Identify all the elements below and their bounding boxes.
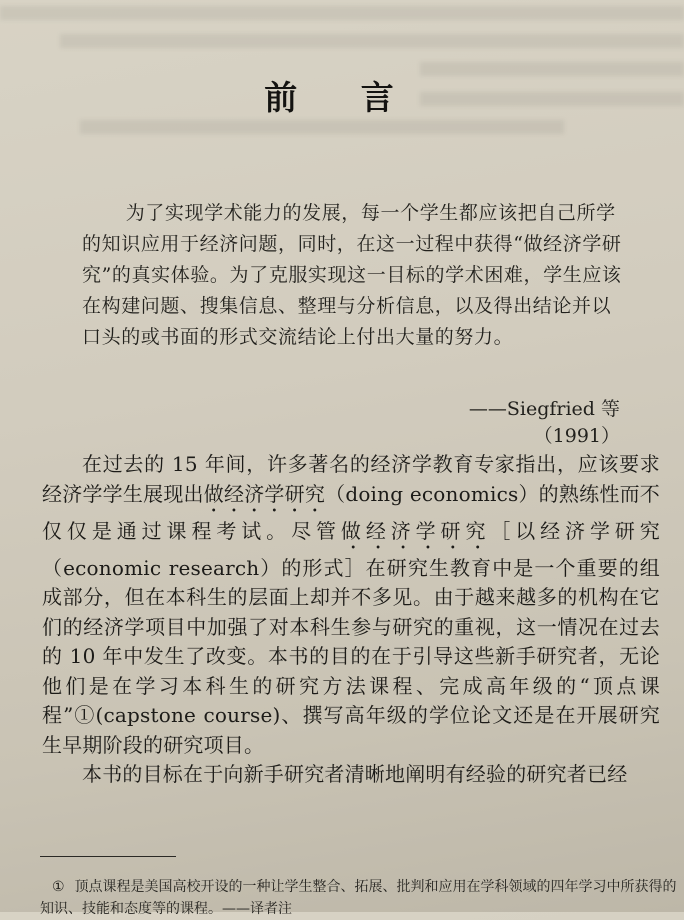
footnote-divider [40,856,176,857]
body-p1-part-c: （doing economics）的熟练性而不仅仅是通过课程考试。尽管 [42,481,660,543]
epigraph-quote [82,198,622,353]
body-text [42,450,660,790]
footnote-marker: ① [52,879,65,895]
body-paragraph-2: 本书的目标在于向新手研究者清晰地阐明有经验的研究者已经 [82,762,628,786]
body-p1-part-e: ［以经济学研究（economic research）的形式］在研究生教育中是一个重要的组成部分，但在本科生的层面上却并不多见。由于越来越多的机构在它们的经济学项目中加强了对本科生参与研究的重视，这一情况在过去的 10 年中发生了改变。本书的目的在于引导这些新手研究者，无论他们是在学习本科生的研究方法课程、完成高年级的“顶点课程”①(capstone course)、撰写高年级的学位论文还是在开展研究生早期阶段的研究项目。 [42,518,661,757]
footnote-text: 顶点课程是美国高校开设的一种让学生整合、拓展、批判和应用在学科领域的四年学习中所获得的知识、技能和态度等的课程。——译者注 [40,879,677,917]
footnote [40,876,680,920]
body-paragraph-1 [42,450,660,760]
page-title: 前 言 [264,78,420,117]
emphasized-term: 做经济学研究 [340,518,491,543]
emphasized-term: 做经济学研究 [203,481,326,506]
epigraph-attribution: ——Siegfried 等（1991） [468,398,620,447]
body-p1-part-a: 在过去的 15 年间，许多著名的经济学教育专家指出，应该要求经济学学生展现出 [42,452,660,506]
epigraph-text: 为了实现学术能力的发展，每一个学生都应该把自己所学的知识应用于经济问题，同时，在这一过程中获得“做经济学研究”的真实体验。为了克服实现这一目标的学术困难，学生应该在构建问题、搜集信息、整理与分析信息，以及得出结论并以口头的或书面的形式交流结论上付出大量的努力。 [82,202,622,348]
